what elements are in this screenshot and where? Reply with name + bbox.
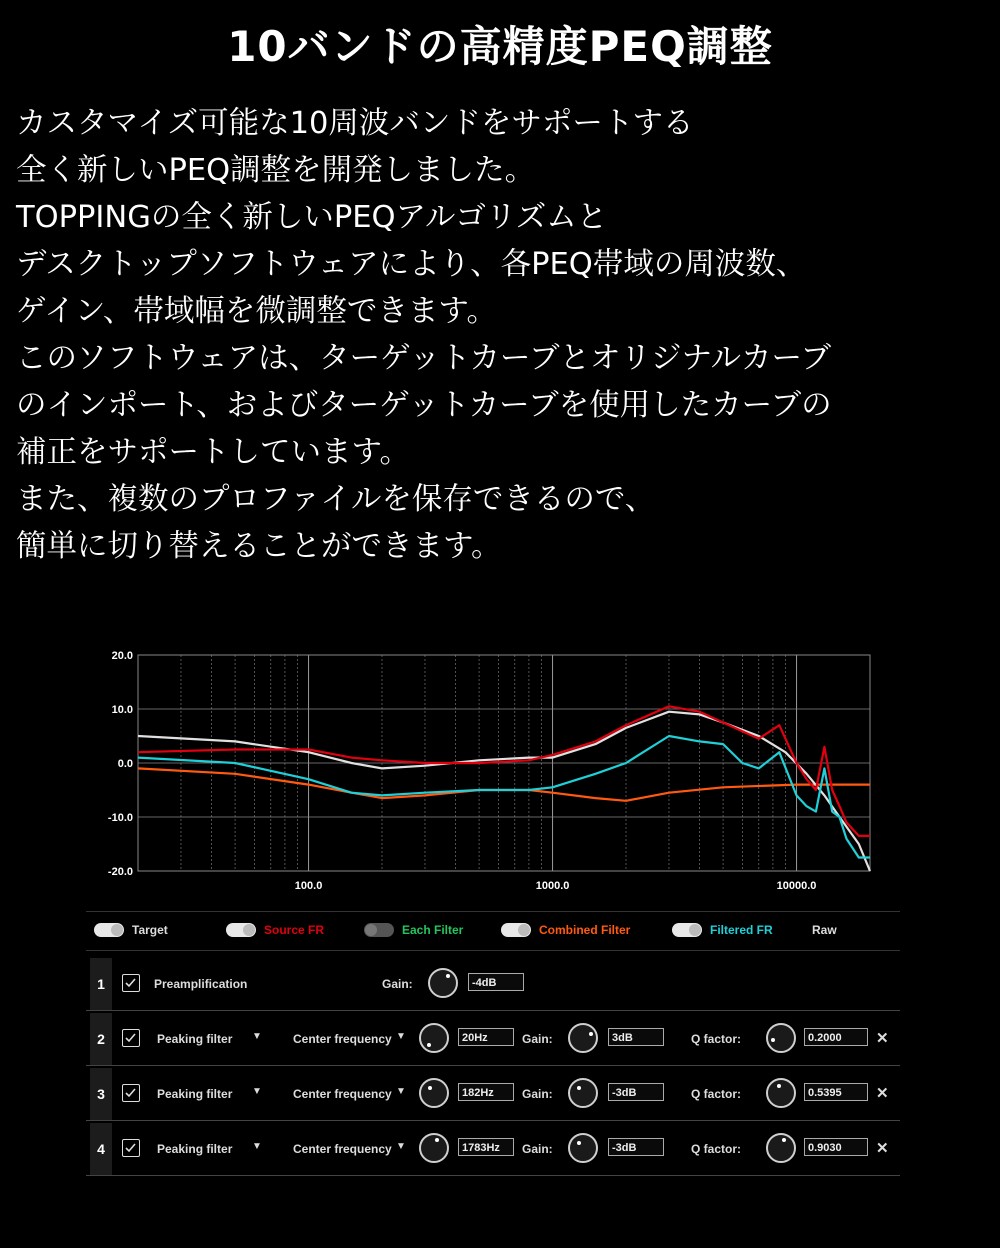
frequency-knob[interactable] — [419, 1133, 449, 1163]
check-icon — [124, 1086, 137, 1099]
toggle-switch[interactable] — [94, 923, 124, 937]
row-number: 3 — [90, 1068, 112, 1120]
frequency-response-chart[interactable] — [90, 640, 890, 898]
frequency-input[interactable]: 182Hz — [458, 1083, 514, 1101]
q-factor-knob[interactable] — [766, 1133, 796, 1163]
q-factor-input[interactable]: 0.2000 — [804, 1028, 868, 1046]
gain-label: Gain: — [522, 1032, 553, 1046]
toggle-switch[interactable] — [672, 923, 702, 937]
filter-row — [86, 1068, 900, 1121]
q-factor-label: Q factor: — [691, 1142, 742, 1156]
chevron-down-icon[interactable]: ▼ — [252, 1086, 262, 1097]
y-tick-label: 0.0 — [117, 758, 133, 770]
description-line: 全く新しいPEQ調整を開発しました。 — [16, 153, 536, 188]
gain-knob[interactable] — [568, 1078, 598, 1108]
chevron-down-icon[interactable]: ▼ — [252, 1031, 262, 1042]
gain-input[interactable]: -3dB — [608, 1083, 664, 1101]
filter-type-select[interactable]: Peaking filter — [157, 1032, 233, 1046]
preamp-label: Preamplification — [154, 977, 248, 991]
legend-bar — [86, 911, 900, 951]
description-line: デスクトップソフトウェアにより、各PEQ帯域の周波数、 — [16, 247, 807, 282]
description-line: また、複数のプロファイルを保存できるので、 — [16, 482, 656, 517]
enable-checkbox[interactable] — [122, 974, 140, 992]
gain-label: Gain: — [522, 1142, 553, 1156]
legend-source-fr[interactable] — [226, 923, 324, 937]
legend-label: Filtered FR — [710, 923, 773, 937]
toggle-switch[interactable] — [501, 923, 531, 937]
gain-label: Gain: — [522, 1087, 553, 1101]
y-tick-label: 20.0 — [111, 650, 133, 662]
legend-combined-filter[interactable] — [501, 923, 630, 937]
knob-indicator — [771, 1038, 775, 1042]
q-factor-label: Q factor: — [691, 1087, 742, 1101]
check-icon — [124, 1031, 137, 1044]
legend-raw[interactable] — [812, 923, 837, 937]
frequency-mode-select[interactable]: Center frequency — [293, 1087, 392, 1101]
description — [16, 100, 991, 570]
legend-label: Target — [132, 923, 168, 937]
frequency-input[interactable]: 1783Hz — [458, 1138, 514, 1156]
filter-row — [86, 1013, 900, 1066]
remove-filter-button[interactable]: ✕ — [876, 1140, 889, 1157]
enable-checkbox[interactable] — [122, 1139, 140, 1157]
filter-row — [86, 1123, 900, 1176]
row-number: 1 — [90, 958, 112, 1010]
knob-indicator — [577, 1141, 581, 1145]
gain-input[interactable]: -3dB — [608, 1138, 664, 1156]
legend-filtered-fr[interactable] — [672, 923, 773, 937]
description-line: 簡単に切り替えることができます。 — [16, 529, 502, 564]
description-line: TOPPINGの全く新しいPEQアルゴリズムと — [16, 200, 608, 235]
legend-label: Raw — [812, 923, 837, 937]
knob-indicator — [577, 1086, 581, 1090]
knob-indicator — [427, 1043, 431, 1047]
frequency-knob[interactable] — [419, 1023, 449, 1053]
description-line: ゲイン、帯域幅を微調整できます。 — [16, 294, 497, 329]
x-tick-label: 1000.0 — [535, 880, 570, 892]
gain-input[interactable]: -4dB — [468, 973, 524, 991]
check-icon — [124, 1141, 137, 1154]
legend-target[interactable] — [94, 923, 168, 937]
row-number: 2 — [90, 1013, 112, 1065]
knob-indicator — [428, 1086, 432, 1090]
description-line: このソフトウェアは、ターゲットカーブとオリジナルカーブ — [16, 341, 831, 376]
frequency-knob[interactable] — [419, 1078, 449, 1108]
knob-indicator — [777, 1084, 781, 1088]
legend-each-filter[interactable] — [364, 923, 463, 937]
row-number: 4 — [90, 1123, 112, 1175]
toggle-switch[interactable] — [364, 923, 394, 937]
knob-indicator — [589, 1032, 593, 1036]
filter-type-select[interactable]: Peaking filter — [157, 1142, 233, 1156]
remove-filter-button[interactable]: ✕ — [876, 1085, 889, 1102]
chevron-down-icon[interactable]: ▼ — [396, 1141, 406, 1152]
chart-svg — [90, 640, 890, 898]
legend-label: Combined Filter — [539, 923, 631, 937]
chevron-down-icon[interactable]: ▼ — [252, 1141, 262, 1152]
q-factor-input[interactable]: 0.5395 — [804, 1083, 868, 1101]
x-tick-label: 10000.0 — [776, 880, 817, 892]
gain-knob[interactable] — [568, 1133, 598, 1163]
preamp-row — [86, 958, 900, 1011]
legend-label: Source FR — [264, 923, 325, 937]
gain-knob[interactable] — [568, 1023, 598, 1053]
y-tick-label: 10.0 — [111, 704, 133, 716]
toggle-switch[interactable] — [226, 923, 256, 937]
gain-input[interactable]: 3dB — [608, 1028, 664, 1046]
knob-indicator — [782, 1138, 786, 1142]
frequency-mode-select[interactable]: Center frequency — [293, 1142, 392, 1156]
chevron-down-icon[interactable]: ▼ — [396, 1086, 406, 1097]
knob-indicator — [446, 974, 450, 978]
x-tick-label: 100.0 — [294, 880, 323, 892]
frequency-mode-select[interactable]: Center frequency — [293, 1032, 392, 1046]
description-line: カスタマイズ可能な10周波バンドをサポートする — [16, 106, 694, 141]
remove-filter-button[interactable]: ✕ — [876, 1030, 889, 1047]
knob-indicator — [435, 1138, 439, 1142]
gain-label: Gain: — [382, 977, 413, 991]
y-tick-label: -10.0 — [107, 812, 133, 824]
enable-checkbox[interactable] — [122, 1029, 140, 1047]
page-title: 10バンドの高精度PEQ調整 — [227, 22, 773, 71]
gain-knob[interactable] — [428, 968, 458, 998]
description-line: のインポート、およびターゲットカーブを使用したカーブの — [16, 388, 832, 423]
check-icon — [124, 976, 137, 989]
legend-label: Each Filter — [402, 923, 464, 937]
frequency-input[interactable]: 20Hz — [458, 1028, 514, 1046]
q-factor-knob[interactable] — [766, 1023, 796, 1053]
filter-type-select[interactable]: Peaking filter — [157, 1087, 233, 1101]
description-line: 補正をサポートしています。 — [16, 435, 411, 470]
chevron-down-icon[interactable]: ▼ — [396, 1031, 406, 1042]
y-tick-label: -20.0 — [107, 866, 133, 878]
enable-checkbox[interactable] — [122, 1084, 140, 1102]
q-factor-input[interactable]: 0.9030 — [804, 1138, 868, 1156]
q-factor-label: Q factor: — [691, 1032, 742, 1046]
q-factor-knob[interactable] — [766, 1078, 796, 1108]
